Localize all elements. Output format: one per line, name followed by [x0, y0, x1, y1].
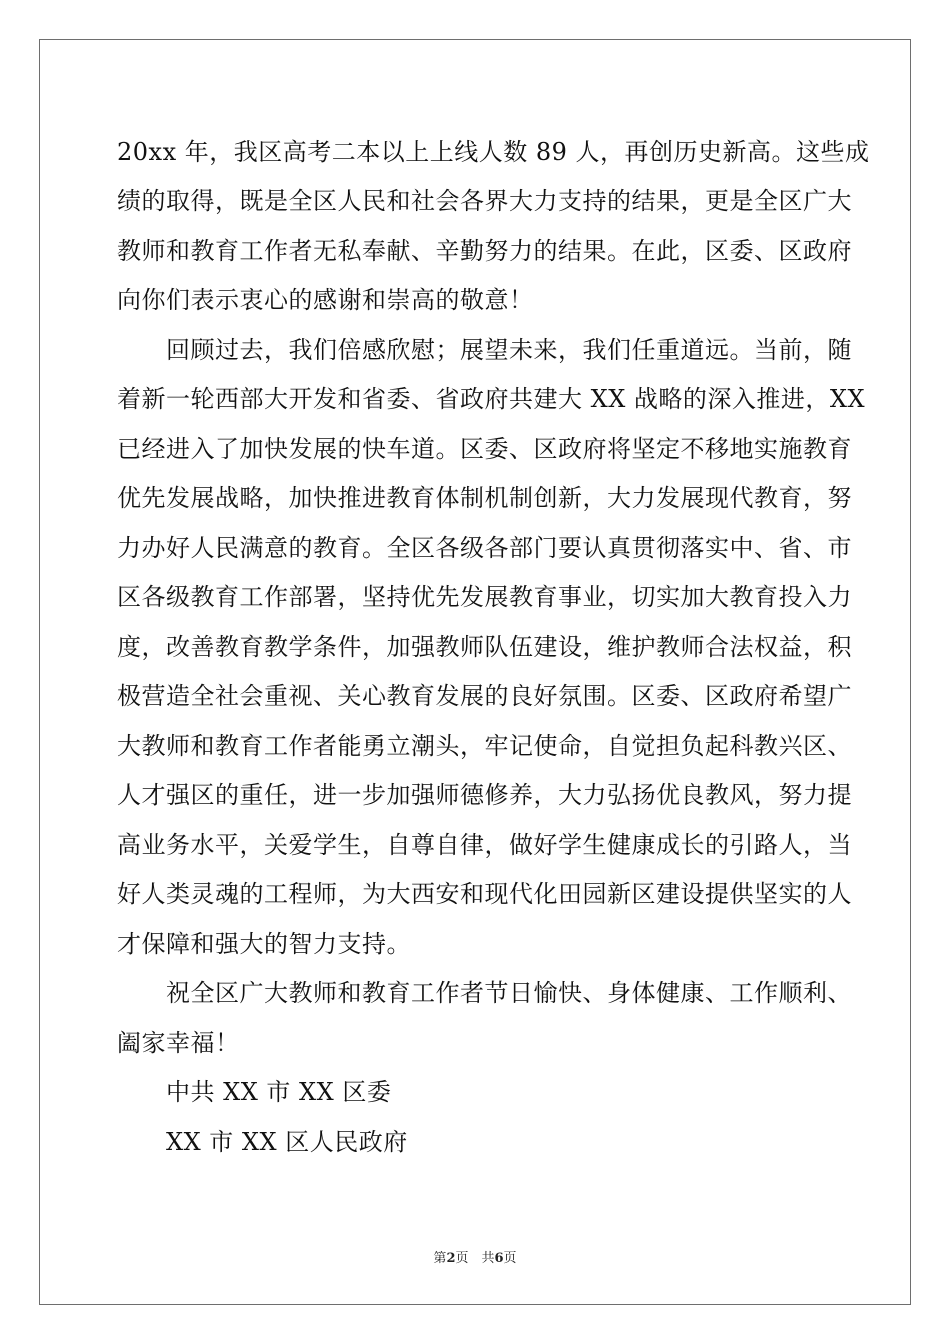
text-line: 才保障和强大的智力支持。 — [117, 930, 411, 958]
text-line: 祝全区广大教师和教育工作者节日愉快、身体健康、工作顺利、 — [166, 979, 852, 1007]
text-line: 已经进入了加快发展的快车道。区委、区政府将坚定不移地实施教育 — [117, 435, 852, 463]
text-line: 力办好人民满意的教育。全区各级各部门要认真贯彻落实中、省、市 — [117, 534, 852, 562]
text-line: 回顾过去，我们倍感欣慰；展望未来，我们任重道远。当前，随 — [166, 336, 852, 364]
text-line: 向你们表示衷心的感谢和崇高的敬意！ — [117, 286, 534, 314]
page-mid: 页 共 — [455, 1251, 495, 1266]
text-line: 教师和教育工作者无私奉献、辛勤努力的结果。在此，区委、区政府 — [117, 237, 852, 265]
text-line: 极营造全社会重视、关心教育发展的良好氛围。区委、区政府希望广 — [117, 682, 852, 710]
text-line: 人才强区的重任，进一步加强师德修养，大力弘扬优良教风，努力提 — [117, 781, 852, 809]
page-border — [39, 39, 911, 1305]
text-line: 着新一轮西部大开发和省委、省政府共建大 XX 战略的深入推进，XX — [117, 385, 866, 413]
text-line: 阖家幸福！ — [117, 1029, 240, 1057]
text-line: 优先发展战略，加快推进教育体制机制创新，大力发展现代教育，努 — [117, 484, 852, 512]
text-line: 高业务水平，关爱学生，自尊自律，做好学生健康成长的引路人，当 — [117, 831, 852, 859]
total-pages: 6 — [494, 1251, 504, 1266]
page-suffix: 页 — [503, 1251, 517, 1266]
text-line: 区各级教育工作部署，坚持优先发展教育事业，切实加大教育投入力 — [117, 583, 852, 611]
signature-party-committee: 中共 XX 市 XX 区委 — [166, 1078, 392, 1106]
text-line: 绩的取得，既是全区人民和社会各界大力支持的结果，更是全区广大 — [117, 187, 852, 215]
text-line: 20xx 年，我区高考二本以上上线人数 89 人，再创历史新高。这些成 — [117, 138, 870, 166]
current-page: 2 — [446, 1251, 456, 1266]
text-line: 度，改善教育教学条件，加强教师队伍建设，维护教师合法权益，积 — [117, 633, 852, 661]
text-line: 大教师和教育工作者能勇立潮头，牢记使命，自觉担负起科教兴区、 — [117, 732, 852, 760]
text-line: 好人类灵魂的工程师，为大西安和现代化田园新区建设提供坚实的人 — [117, 880, 852, 908]
page-prefix: 第 — [433, 1251, 447, 1266]
page-number — [0, 1247, 950, 1266]
signature-government: XX 市 XX 区人民政府 — [166, 1128, 408, 1156]
